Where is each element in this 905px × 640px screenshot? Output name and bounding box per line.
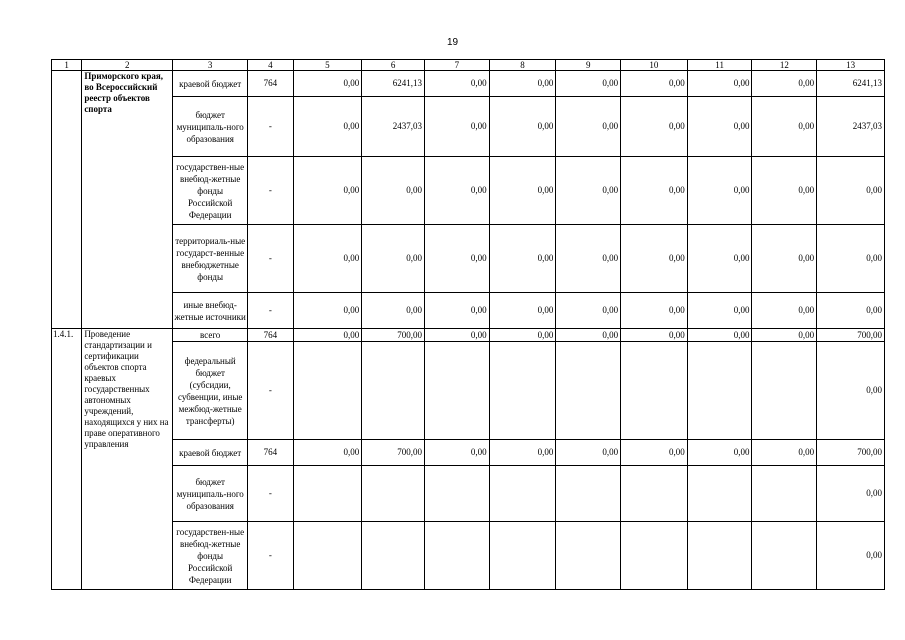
cell-c6	[362, 522, 425, 590]
cell-c12	[752, 522, 817, 590]
col-header-12: 12	[752, 60, 817, 71]
col-header-11: 11	[687, 60, 752, 71]
col-header-4: 4	[248, 60, 293, 71]
cell-c7: 0,00	[424, 97, 489, 157]
cell-c5: 0,00	[293, 329, 362, 342]
cell-c8: 0,00	[489, 71, 556, 97]
cell-c5: 0,00	[293, 71, 362, 97]
cell-c6: 6241,13	[362, 71, 425, 97]
cell-c13: 0,00	[817, 225, 885, 293]
cell-c13: 6241,13	[817, 71, 885, 97]
cell-c9: 0,00	[556, 225, 621, 293]
funding-source: бюджет муниципаль-ного образования	[173, 466, 248, 522]
cell-c6: 0,00	[362, 157, 425, 225]
col-header-5: 5	[293, 60, 362, 71]
cell-c9: 0,00	[556, 440, 621, 466]
cell-c4: -	[248, 225, 293, 293]
funding-source: бюджет муниципаль-ного образования	[173, 97, 248, 157]
cell-c13: 0,00	[817, 342, 885, 440]
cell-c12	[752, 466, 817, 522]
cell-c12: 0,00	[752, 225, 817, 293]
funding-source: федеральный бюджет (субсидии, субвенции, иные межбюд-жетные трансферты)	[173, 342, 248, 440]
cell-c4: -	[248, 466, 293, 522]
cell-c12: 0,00	[752, 440, 817, 466]
cell-c7: 0,00	[424, 71, 489, 97]
cell-c11	[687, 466, 752, 522]
cell-c5	[293, 522, 362, 590]
cell-c12: 0,00	[752, 157, 817, 225]
item-description: Проведение стандартизации и сертификации объектов спорта краевых государственных автономных учреждений, находящихся у них на праве оперативного управления	[82, 329, 173, 590]
cell-c11: 0,00	[687, 97, 752, 157]
cell-c7: 0,00	[424, 329, 489, 342]
cell-c5: 0,00	[293, 293, 362, 329]
col-header-6: 6	[362, 60, 425, 71]
table-row	[52, 522, 885, 590]
cell-c9: 0,00	[556, 97, 621, 157]
cell-c4: -	[248, 157, 293, 225]
table-row	[52, 329, 885, 342]
cell-c9: 0,00	[556, 157, 621, 225]
cell-c12	[752, 342, 817, 440]
cell-c9	[556, 522, 621, 590]
cell-c6: 0,00	[362, 225, 425, 293]
cell-c10: 0,00	[621, 293, 688, 329]
cell-c8: 0,00	[489, 225, 556, 293]
cell-c4: -	[248, 522, 293, 590]
cell-c9: 0,00	[556, 329, 621, 342]
cell-c9	[556, 342, 621, 440]
cell-c7: 0,00	[424, 293, 489, 329]
cell-c11: 0,00	[687, 71, 752, 97]
col-header-2: 2	[82, 60, 173, 71]
col-header-13: 13	[817, 60, 885, 71]
cell-c8	[489, 342, 556, 440]
funding-source: государствен-ные внебюд-жетные фонды Российской Федерации	[173, 522, 248, 590]
cell-c10: 0,00	[621, 225, 688, 293]
funding-source: территориаль-ные государст-венные внебюджетные фонды	[173, 225, 248, 293]
header-row	[52, 60, 885, 71]
funding-source: краевой бюджет	[173, 71, 248, 97]
funding-source: иные внебюд-жетные источники	[173, 293, 248, 329]
cell-c7: 0,00	[424, 440, 489, 466]
cell-c4: -	[248, 342, 293, 440]
cell-c10: 0,00	[621, 440, 688, 466]
cell-c10	[621, 522, 688, 590]
cell-c4: -	[248, 293, 293, 329]
cell-c11: 0,00	[687, 293, 752, 329]
cell-c5	[293, 342, 362, 440]
cell-c6: 2437,03	[362, 97, 425, 157]
cell-c11: 0,00	[687, 440, 752, 466]
cell-c8: 0,00	[489, 157, 556, 225]
cell-c13: 0,00	[817, 293, 885, 329]
cell-c6: 0,00	[362, 293, 425, 329]
table-row	[52, 71, 885, 97]
cell-c9	[556, 466, 621, 522]
page-number: 19	[446, 37, 459, 48]
row-index	[52, 71, 82, 329]
item-description: Приморского края, во Всероссийский реестр объектов спорта	[82, 71, 173, 329]
table-row	[52, 97, 885, 157]
cell-c5: 0,00	[293, 440, 362, 466]
cell-c13: 700,00	[817, 329, 885, 342]
cell-c7: 0,00	[424, 157, 489, 225]
cell-c7	[424, 342, 489, 440]
cell-c8	[489, 522, 556, 590]
cell-c7	[424, 522, 489, 590]
col-header-9: 9	[556, 60, 621, 71]
cell-c5: 0,00	[293, 225, 362, 293]
col-header-7: 7	[424, 60, 489, 71]
cell-c12: 0,00	[752, 97, 817, 157]
table-row	[52, 293, 885, 329]
funding-source: всего	[173, 329, 248, 342]
cell-c11: 0,00	[687, 225, 752, 293]
cell-c8	[489, 466, 556, 522]
cell-c10: 0,00	[621, 97, 688, 157]
cell-c13: 0,00	[817, 466, 885, 522]
cell-c10	[621, 342, 688, 440]
cell-c11: 0,00	[687, 157, 752, 225]
cell-c5	[293, 466, 362, 522]
row-index: 1.4.1.	[52, 329, 82, 590]
col-header-1: 1	[52, 60, 82, 71]
cell-c10	[621, 466, 688, 522]
col-header-8: 8	[489, 60, 556, 71]
cell-c13: 0,00	[817, 522, 885, 590]
cell-c8: 0,00	[489, 440, 556, 466]
cell-c4: 764	[248, 329, 293, 342]
cell-c9: 0,00	[556, 71, 621, 97]
cell-c11: 0,00	[687, 329, 752, 342]
cell-c10: 0,00	[621, 71, 688, 97]
cell-c6: 700,00	[362, 440, 425, 466]
table-row	[52, 440, 885, 466]
col-header-3: 3	[173, 60, 248, 71]
cell-c13: 2437,03	[817, 97, 885, 157]
table-row	[52, 342, 885, 440]
cell-c8: 0,00	[489, 293, 556, 329]
cell-c6: 700,00	[362, 329, 425, 342]
cell-c11	[687, 522, 752, 590]
cell-c7: 0,00	[424, 225, 489, 293]
cell-c6	[362, 466, 425, 522]
cell-c10: 0,00	[621, 157, 688, 225]
table-row	[52, 225, 885, 293]
funding-source: краевой бюджет	[173, 440, 248, 466]
cell-c5: 0,00	[293, 157, 362, 225]
table-row	[52, 157, 885, 225]
cell-c12: 0,00	[752, 293, 817, 329]
cell-c10: 0,00	[621, 329, 688, 342]
funding-table	[51, 59, 885, 590]
cell-c13: 700,00	[817, 440, 885, 466]
cell-c7	[424, 466, 489, 522]
cell-c11	[687, 342, 752, 440]
cell-c13: 0,00	[817, 157, 885, 225]
cell-c4: 764	[248, 440, 293, 466]
table-row	[52, 466, 885, 522]
cell-c4: 764	[248, 71, 293, 97]
cell-c12: 0,00	[752, 329, 817, 342]
funding-source: государствен-ные внебюд-жетные фонды Российской Федерации	[173, 157, 248, 225]
cell-c5: 0,00	[293, 97, 362, 157]
cell-c6	[362, 342, 425, 440]
cell-c4: -	[248, 97, 293, 157]
cell-c8: 0,00	[489, 329, 556, 342]
col-header-10: 10	[621, 60, 688, 71]
cell-c9: 0,00	[556, 293, 621, 329]
cell-c12: 0,00	[752, 71, 817, 97]
cell-c8: 0,00	[489, 97, 556, 157]
